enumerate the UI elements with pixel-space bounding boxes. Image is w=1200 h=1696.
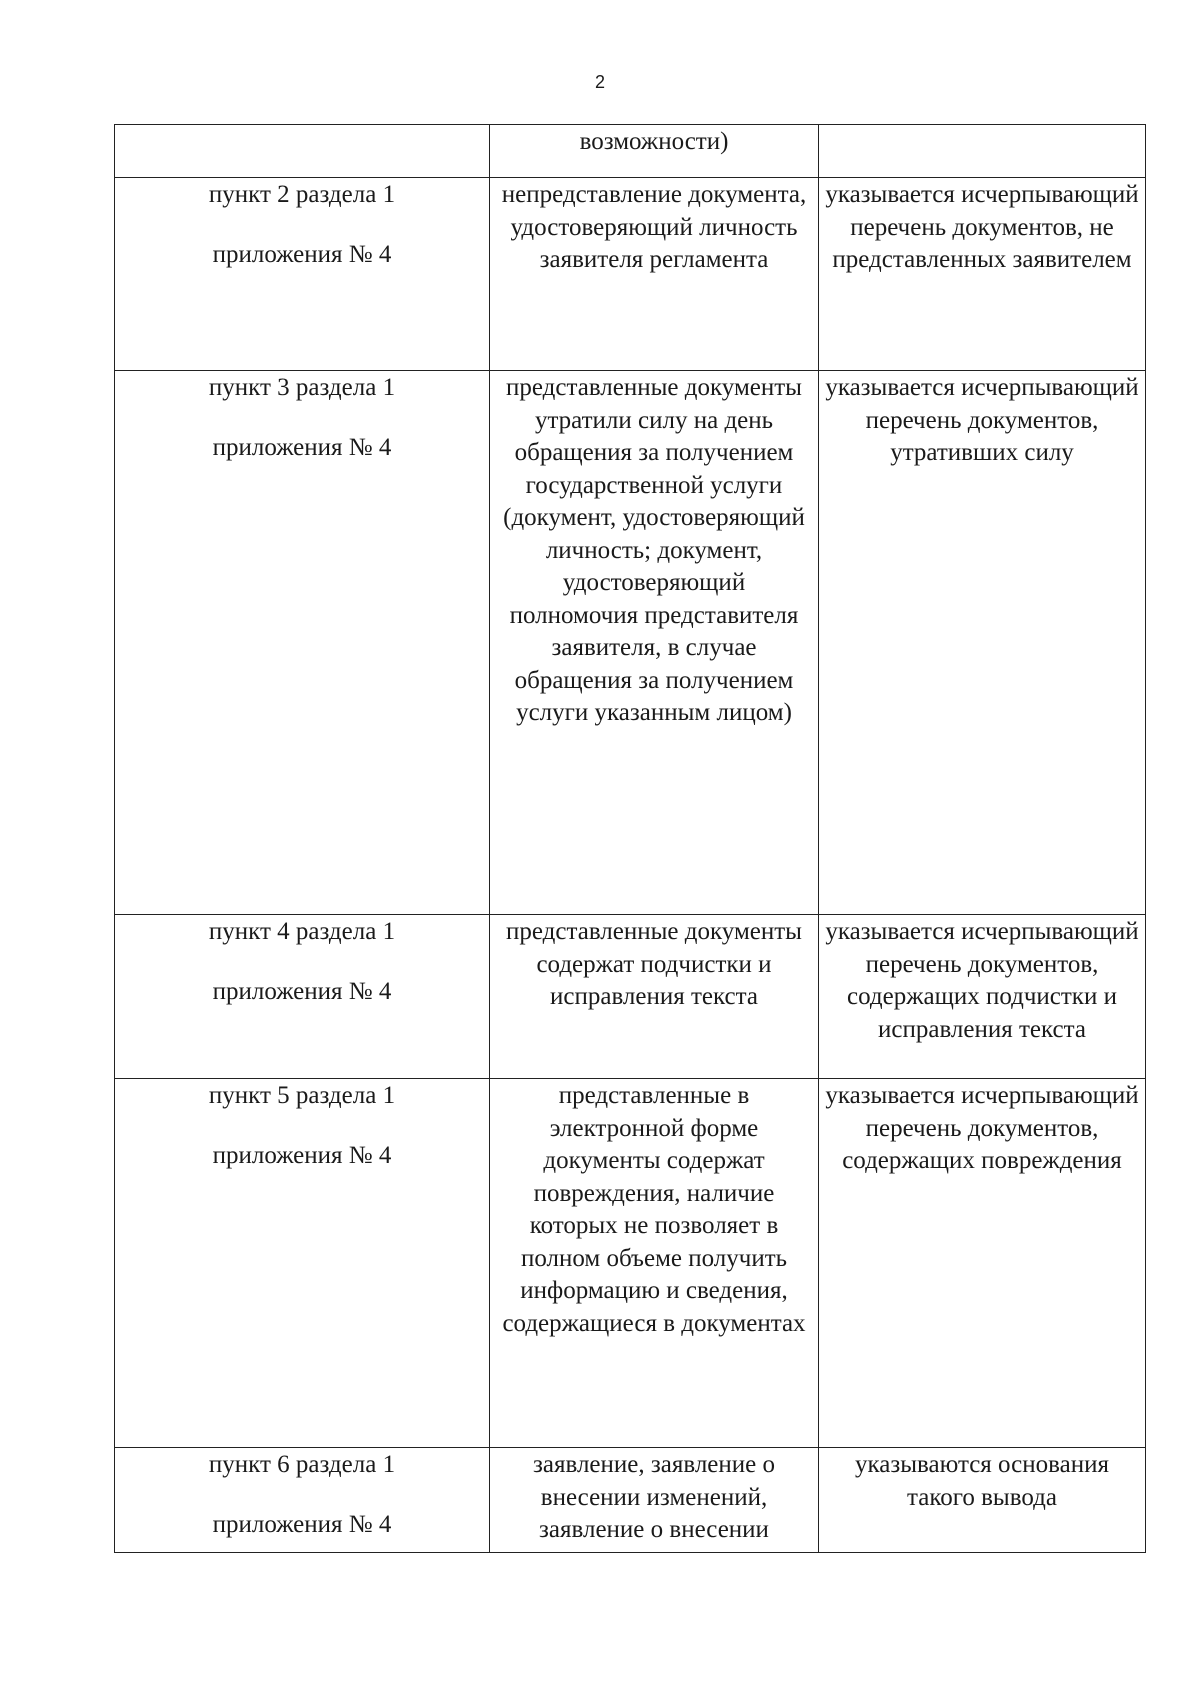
table-cell-reference (115, 371, 490, 915)
table-cell-ground: представленные документы утратили силу на день обращения за получением государственной услуги (документ, удостоверяющий личность; документ, удостоверяющий полномочия представителя заявителя, в случае обращения за получением услуги указанным лицом) (490, 371, 819, 915)
table-row (115, 1448, 1146, 1553)
cell-reference-line-1: пункт 4 раздела 1 (208, 918, 396, 945)
cell-reference-line-2: приложения № 4 (212, 240, 392, 268)
table-cell-explanation: указываются основания такого вывода (819, 1448, 1146, 1553)
table-cell-explanation: указывается исчерпывающий перечень документов, содержащих повреждения (819, 1079, 1146, 1448)
table-cell-reference (115, 915, 490, 1079)
table-row (115, 125, 1146, 178)
table-cell-reference (115, 125, 490, 178)
table-cell-ground: представленные в электронной форме документы содержат повреждения, наличие которых не позволяет в полном объеме получить информацию и сведения, содержащиеся в документах (490, 1079, 819, 1448)
table-cell-explanation: указывается исчерпывающий перечень документов, утративших силу (819, 371, 1146, 915)
table-cell-explanation (819, 125, 1146, 178)
cell-reference-line-1: пункт 6 раздела 1 (208, 1451, 396, 1478)
cell-reference-line-1: пункт 3 раздела 1 (208, 374, 396, 401)
table-cell-ground: непредставление документа, удостоверяющий личность заявителя регламента (490, 178, 819, 371)
table-row (115, 178, 1146, 371)
table-cell-ground: заявление, заявление о внесении изменений, заявление о внесении (490, 1448, 819, 1553)
cell-reference-line-1: пункт 2 раздела 1 (208, 181, 396, 208)
cell-reference-line-2: приложения № 4 (212, 977, 392, 1005)
table-cell-ground: представленные документы содержат подчистки и исправления текста (490, 915, 819, 1079)
table-cell-explanation: указывается исчерпывающий перечень документов, содержащих подчистки и исправления текста (819, 915, 1146, 1079)
table-row (115, 371, 1146, 915)
cell-reference-line-1: пункт 5 раздела 1 (208, 1082, 396, 1109)
cell-reference-line-2: приложения № 4 (212, 1141, 392, 1169)
table-cell-explanation: указывается исчерпывающий перечень документов, не представленных заявителем (819, 178, 1146, 371)
table-row (115, 1079, 1146, 1448)
cell-reference-line-2: приложения № 4 (212, 1510, 392, 1538)
table-cell-reference (115, 1079, 490, 1448)
table-cell-ground: возможности) (490, 125, 819, 178)
table-cell-reference (115, 1448, 490, 1553)
table-row (115, 915, 1146, 1079)
page-number: 2 (594, 72, 605, 92)
table-cell-reference (115, 178, 490, 371)
grounds-table (114, 124, 1146, 1553)
cell-reference-line-2: приложения № 4 (212, 433, 392, 461)
